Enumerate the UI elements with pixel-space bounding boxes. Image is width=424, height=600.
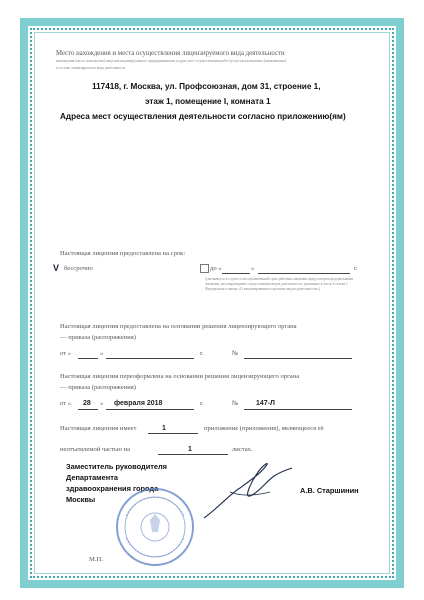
term-unlimited: бессрочно	[64, 265, 93, 272]
location-sub2: в составе лицензируемого вида деятельности	[56, 66, 126, 70]
term-side-note: (указывается в случае если ограниченный срок действия лицензии предусмотрен федеральными законами, регулирующими осуществление видов деятельности, указанных в части 4 статьи 1 Федерального закона «О лицензировании отдельных видов деятельности»)	[205, 277, 354, 291]
address-line-2: этаж 1, помещение I, комната 1	[145, 97, 271, 106]
grant-number-sign: №	[232, 350, 239, 357]
grant-year: г.	[200, 350, 204, 357]
term-until-prefix: до «	[210, 265, 222, 272]
address-line-1: 117418, г. Москва, ул. Профсоюзная, дом 31, строение 1,	[92, 82, 321, 91]
reissue-number: 147-Л	[256, 400, 275, 407]
official-seal-icon	[114, 486, 196, 568]
reissue-number-line	[244, 409, 352, 410]
reissue-from: от «	[60, 400, 72, 407]
address-line-3: Адреса мест осуществления деятельности согласно приложению(ям)	[60, 112, 346, 121]
term-checkbox	[200, 264, 209, 273]
signatory-line-1: Заместитель руководителя	[66, 462, 167, 471]
signatory-line-3: здравоохранения города	[66, 484, 159, 493]
appendix-sheets: 1	[188, 446, 192, 453]
reissue-day: 28	[83, 400, 91, 407]
signatory-line-4: Москвы	[66, 495, 96, 504]
grant-month-line	[106, 358, 194, 359]
reissue-number-sign: №	[232, 400, 239, 407]
grant-day-line	[78, 358, 98, 359]
stamp-place-label: М.П.	[89, 556, 103, 563]
appendix-text2: неотъемлемой частью на	[60, 446, 131, 453]
grant-text: Настоящая лицензия предоставлена на основании решения лицензирующего органа	[60, 323, 297, 330]
grant-close: »	[100, 350, 104, 357]
signatory-name: А.В. Старшинин	[300, 486, 359, 495]
grant-number-line	[244, 358, 352, 359]
term-date-line	[258, 273, 350, 274]
appendix-count-line	[148, 433, 198, 434]
reissue-close: »	[100, 400, 104, 407]
appendix-count: 1	[162, 425, 166, 432]
term-label: Настоящая лицензия предоставлена на срок:	[60, 250, 186, 257]
appendix-text: Настоящая лицензия имеет	[60, 425, 137, 432]
location-sub1: нахождения (место жительства) лица или индивидуального предпринимателя и адрес мест осуществления работ (услуг) выполняемых (оказываемых)	[56, 59, 287, 63]
appendix-text-end: листах.	[232, 446, 253, 453]
location-heading: Место нахождения и места осуществления лицензируемого вида деятельности	[56, 50, 285, 57]
reissue-year: г.	[200, 400, 204, 407]
term-year: г.	[354, 265, 358, 272]
signature-icon	[200, 452, 296, 524]
grant-from: от «	[60, 350, 72, 357]
reissue-text2: — приказа (распоряжения)	[60, 384, 136, 391]
signatory-line-2: Департамента	[66, 473, 118, 482]
term-day-line	[222, 273, 250, 274]
checkmark-icon: V	[53, 263, 60, 273]
term-until-close: »	[251, 265, 255, 272]
reissue-day-line	[78, 409, 98, 410]
reissue-text: Настоящая лицензия переоформлена на основании решения лицензирующего органа	[60, 373, 300, 380]
appendix-text-mid: приложение (приложения), являющееся её	[204, 425, 324, 432]
grant-text2: — приказа (распоряжения)	[60, 334, 136, 341]
reissue-month-line	[106, 409, 194, 410]
reissue-month: февраля 2018	[114, 400, 163, 407]
